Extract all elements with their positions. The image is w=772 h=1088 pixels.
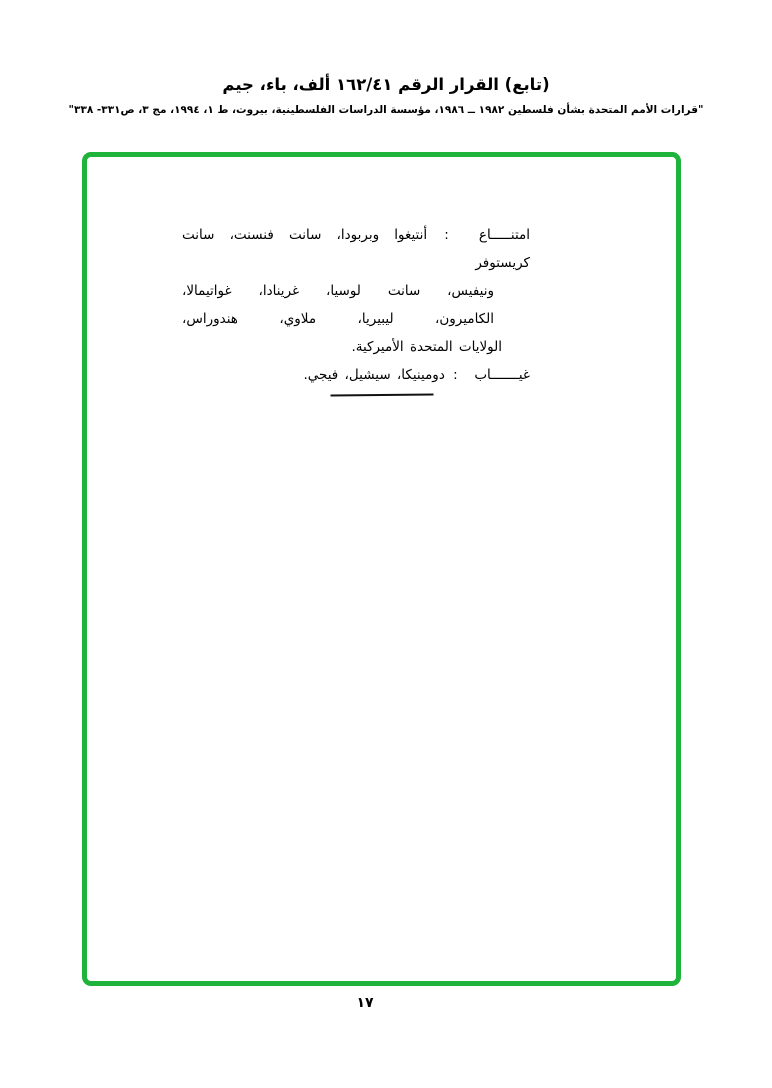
page-header — [0, 74, 772, 118]
abstain-entry-line-1 — [182, 221, 530, 277]
abstain-countries-line-2: ونيفيس، سانت لوسيا، غرينادا، غواتيمالا، — [182, 283, 494, 299]
source-citation: "قرارات الأمم المتحدة بشأن فلسطين ١٩٨٢ ــ ١٩٨٦، مؤسسة الدراسات الفلسطينية، بيروت، ط ١، ١٩٩٤، مج ٣، ص٣٣١- ٣٣٨" — [68, 104, 704, 116]
document-frame — [82, 152, 681, 986]
abstain-countries-line-3: الكاميرون، ليبيريا، ملاوي، هندوراس، — [182, 311, 494, 327]
abstain-countries-line-4: الولايات المتحدة الأميركية. — [351, 339, 502, 355]
page-footer — [0, 992, 772, 1011]
absent-entry-line — [182, 361, 530, 389]
abstain-label: امتنـــــاع — [478, 227, 530, 243]
abstain-countries-line-1: أنتيغوا وبربودا، سانت فنسنت، سانت كريستوفر — [182, 227, 530, 271]
abstain-colon: : — [444, 227, 449, 243]
vote-record — [182, 221, 530, 389]
section-divider — [330, 394, 433, 397]
page-number: ١٧ — [356, 995, 374, 1011]
absent-label: غيـــــــاب — [474, 367, 530, 383]
absent-colon: : — [453, 367, 458, 383]
absent-countries-line-1: دومينيكا، سيشيل، فيجي. — [303, 367, 445, 383]
resolution-title: (تابع) القرار الرقم ١٦٢/٤١ ألف، باء، جيم — [222, 75, 550, 94]
